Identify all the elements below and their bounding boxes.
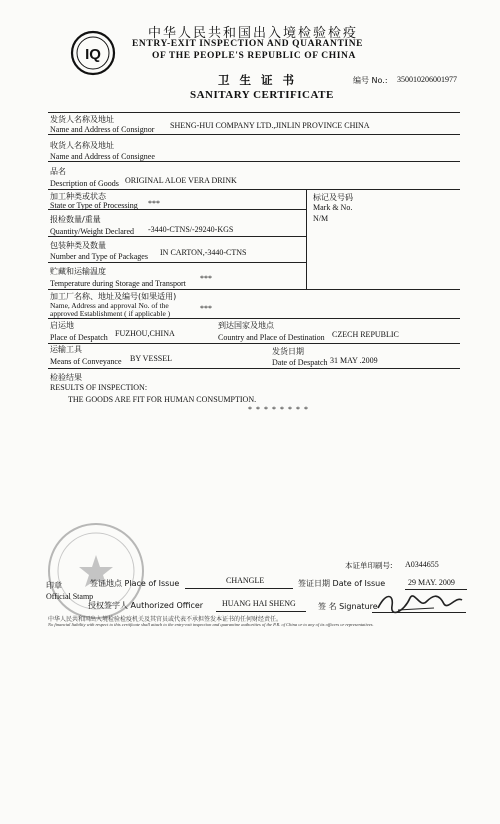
packages-label-en: Number and Type of Packages (50, 252, 148, 261)
quantity-value: -3440-CTNS/-29240-KGS (148, 225, 234, 234)
frame-top-line (48, 112, 460, 113)
emblem-text: IQ (85, 46, 101, 63)
goods-line (48, 189, 460, 190)
processing-label-cn: 加工种类或状态 (50, 192, 106, 201)
establishment-label-en2: approved Establishment ( if applicable ) (50, 309, 171, 318)
consignee-label-cn: 收货人名称及地址 (50, 141, 114, 150)
storage-label-en: Temperature during Storage and Transport (50, 279, 186, 288)
establishment-line (48, 318, 460, 319)
despatch-place-label-cn: 启运地 (50, 321, 74, 330)
goods-value: ORIGINAL ALOE VERA DRINK (125, 176, 237, 185)
disclaimer-cn: 中华人民共和国出入境检验检疫机关及其官员或代表不承担签发本证书的任何财经责任。 (48, 616, 283, 623)
conveyance-label-en: Means of Conveyance (50, 357, 122, 366)
quantity-line (48, 236, 306, 237)
en-authority-line1: ENTRY-EXIT INSPECTION AND QUARANTINE (132, 39, 364, 49)
consignee-label-en: Name and Address of Consignee (50, 152, 155, 161)
storage-value: *** (200, 274, 212, 283)
consignor-label-cn: 发货人名称及地址 (50, 115, 114, 124)
goods-label-en: Description of Goods (50, 179, 119, 188)
results-text: THE GOODS ARE FIT FOR HUMAN CONSUMPTION. (68, 395, 257, 404)
results-stars: * * * * * * * * (248, 405, 309, 414)
stamp-label-cn: 印章 (46, 581, 62, 590)
issue-place-label: 签证地点 Place of Issue (90, 579, 180, 588)
doc-title-en: SANITARY CERTIFICATE (190, 89, 334, 101)
storage-label-cn: 贮藏和运输温度 (50, 267, 106, 276)
conveyance-value: BY VESSEL (130, 354, 173, 363)
consignor-label-en: Name and Address of Consignor (50, 125, 155, 134)
establishment-value: *** (200, 304, 212, 313)
en-authority-line2: OF THE PEOPLE'S REPUBLIC OF CHINA (152, 51, 356, 61)
officer-label: 授权签字人 Authorized Officer (88, 601, 204, 610)
cert-number-label: 编号 No.: (353, 76, 388, 85)
storage-line (48, 289, 460, 290)
marks-divider (306, 189, 307, 289)
despatch-date-label-cn: 发货日期 (272, 347, 304, 356)
conveyance-label-cn: 运输工具 (50, 345, 82, 354)
serial-label: 本证单印刷号: (345, 561, 393, 570)
processing-label-en: State or Type of Processing (50, 201, 138, 210)
marks-value: N/M (313, 214, 329, 223)
destination-value: CZECH REPUBLIC (332, 330, 399, 339)
cn-authority-title: 中华人民共和国出入境检验检疫 (148, 26, 359, 41)
doc-title-cn: 卫 生 证 书 (218, 73, 298, 87)
despatch-place-value: FUZHOU,CHINA (115, 329, 175, 338)
handwritten-signature-icon (374, 586, 464, 616)
consignor-value: SHENG-HUI COMPANY LTD.,JINLIN PROVINCE CHINA (170, 121, 370, 130)
despatch-date-label-en: Date of Despatch (272, 358, 328, 367)
destination-label-cn: 到达国家及地点 (218, 321, 274, 330)
ciq-emblem-icon (70, 30, 116, 76)
marks-label-en: Mark & No. (313, 203, 353, 212)
goods-label-cn: 品名 (50, 167, 66, 176)
cert-number-value: 350010206001977 (397, 75, 457, 84)
consignor-line (48, 134, 460, 135)
destination-label-en: Country and Place of Destination (218, 333, 325, 342)
issue-place-line (185, 588, 293, 589)
officer-line (216, 611, 306, 612)
packages-value: IN CARTON,-3440-CTNS (160, 248, 247, 257)
signature-label: 签 名 Signature (318, 602, 378, 611)
conveyance-line (48, 368, 460, 369)
consignee-line (48, 161, 460, 162)
results-label-cn: 检验结果 (50, 373, 82, 382)
results-label-en: RESULTS OF INSPECTION: (50, 383, 148, 392)
processing-value: *** (148, 199, 160, 208)
disclaimer-en: No financial liability with respect to this certificate shall attach to the entry-exit inspection and quarantine authorities of the P.R. of China or to any of its officers or representatives. (48, 622, 374, 627)
serial-value: A0344655 (405, 560, 439, 569)
packages-label-cn: 包装种类及数量 (50, 241, 106, 250)
despatch-place-label-en: Place of Despatch (50, 333, 108, 342)
despatch-line (48, 343, 460, 344)
establishment-label-en1: Name, Address and approval No. of the (50, 301, 169, 310)
stamp-label-en: Official Stamp (46, 592, 94, 601)
issue-place-value: CHANGLE (226, 576, 265, 585)
establishment-label-cn: 加工厂名称、地址及编号(如果适用) (50, 292, 177, 301)
quantity-label-cn: 报检数量/重量 (50, 215, 101, 224)
issue-date-label: 签证日期 Date of Issue (298, 579, 386, 588)
despatch-date-value: 31 MAY .2009 (330, 356, 378, 365)
officer-value: HUANG HAI SHENG (222, 599, 296, 608)
quantity-label-en: Quantity/Weight Declared (50, 227, 134, 236)
issue-date-value: 29 MAY. 2009 (408, 578, 455, 587)
marks-label-cn: 标记及号码 (313, 193, 353, 202)
packages-line (48, 262, 306, 263)
